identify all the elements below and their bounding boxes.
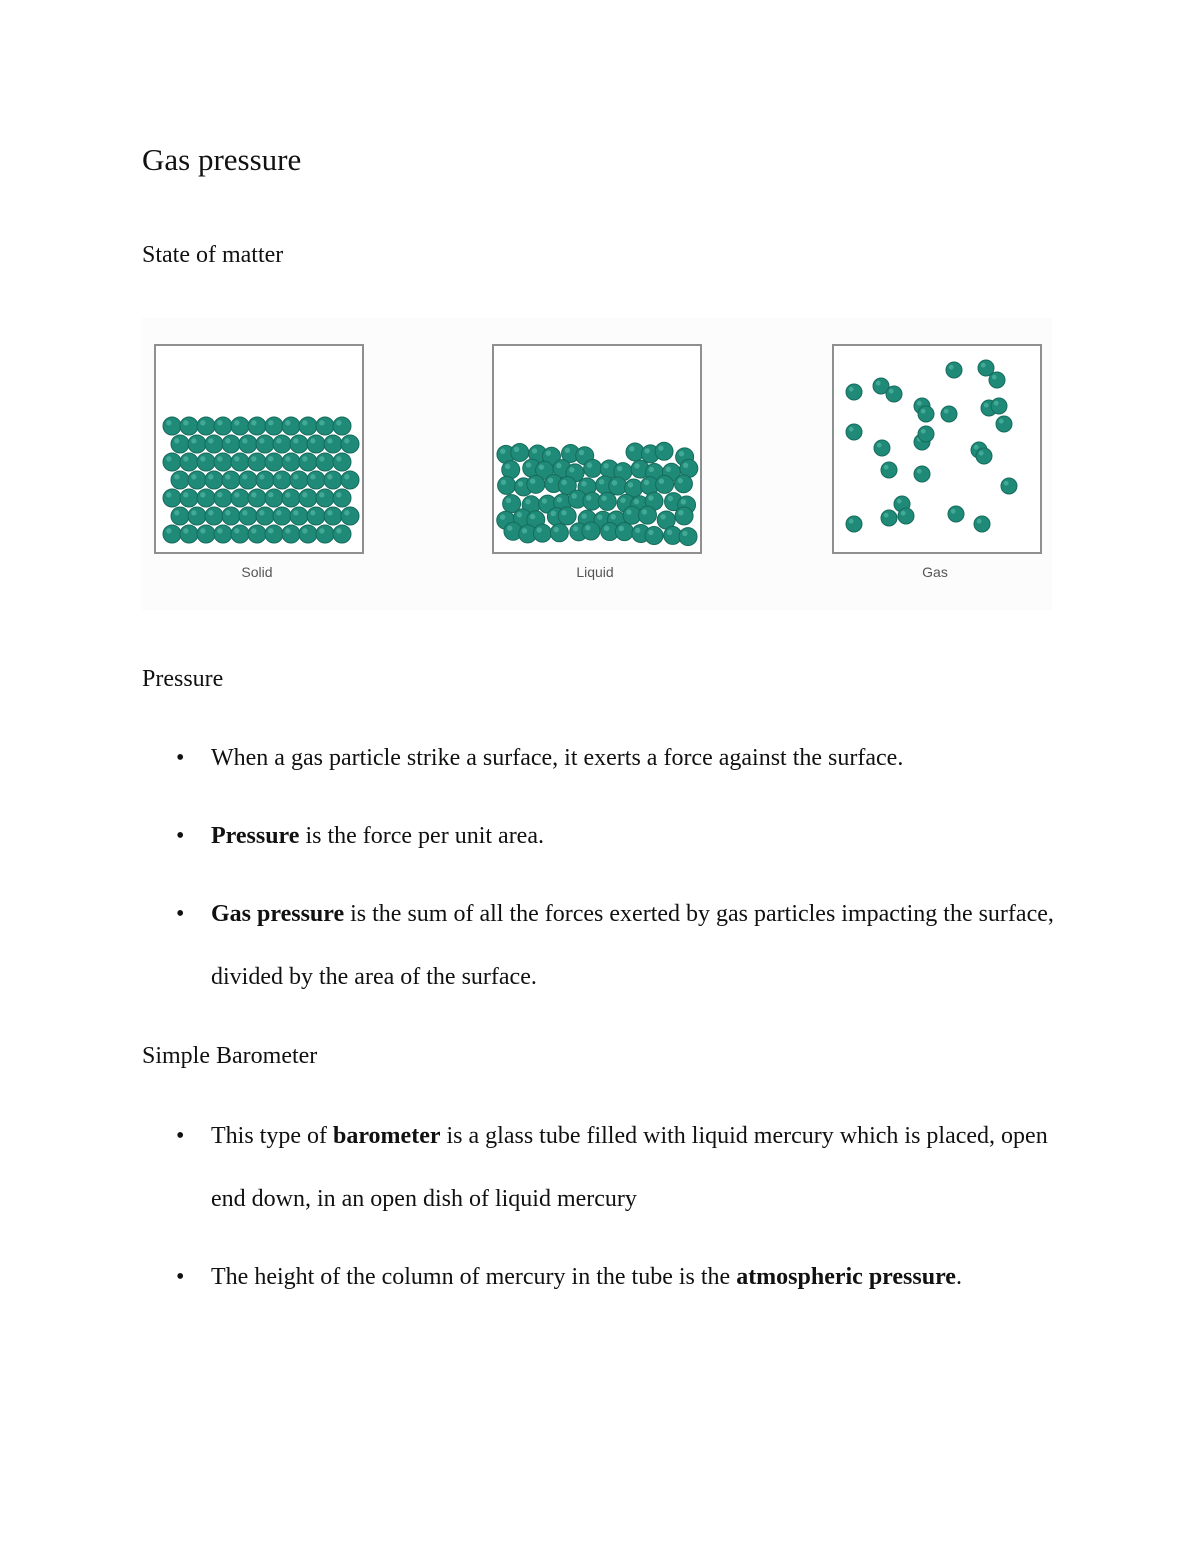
gas-particle — [881, 510, 897, 526]
solid-particle — [282, 525, 300, 543]
solid-particle — [180, 489, 198, 507]
gas-particle — [898, 508, 914, 524]
states-of-matter-figure — [142, 318, 1052, 610]
liquid-particle — [638, 506, 656, 524]
solid-particle — [265, 417, 283, 435]
liquid-particle — [502, 461, 520, 479]
liquid-particle — [655, 442, 673, 460]
solid-particle — [222, 471, 240, 489]
solid-particle — [333, 417, 351, 435]
heading-pressure: Pressure — [142, 666, 224, 692]
barometer-item — [0, 1105, 1200, 1231]
caption-gas: Gas — [922, 564, 948, 580]
solid-particle — [299, 525, 317, 543]
solid-particle — [163, 417, 181, 435]
liquid-particle — [511, 443, 529, 461]
caption-solid: Solid — [241, 564, 273, 580]
solid-particle — [282, 417, 300, 435]
gas-particle — [918, 406, 934, 422]
gas-particle — [846, 516, 862, 532]
liquid-particle — [615, 523, 633, 541]
gas-particle — [976, 448, 992, 464]
solid-particle — [222, 435, 240, 453]
solid-particle — [324, 507, 342, 525]
solid-particle — [273, 507, 291, 525]
solid-particle — [265, 489, 283, 507]
solid-particle — [239, 507, 257, 525]
solid-particle — [197, 417, 215, 435]
gas-particle — [846, 424, 862, 440]
solid-particle — [205, 507, 223, 525]
solid-particle — [188, 507, 206, 525]
gas-particle — [886, 386, 902, 402]
solid-particle — [197, 525, 215, 543]
heading-state-of-matter: State of matter — [142, 242, 284, 268]
solid-particle — [214, 525, 232, 543]
solid-particle — [316, 489, 334, 507]
solid-particle — [290, 471, 308, 489]
solid-particle — [231, 525, 249, 543]
liquid-particle — [656, 475, 674, 493]
solid-box — [154, 344, 364, 554]
solid-particle — [282, 489, 300, 507]
bullet-icon: • — [176, 1264, 185, 1290]
solid-particle — [180, 453, 198, 471]
solid-particle — [273, 471, 291, 489]
gas-particle — [974, 516, 990, 532]
gas-particle — [914, 466, 930, 482]
bold-term: Gas pressure — [211, 901, 345, 927]
solid-particle — [316, 525, 334, 543]
solid-particle — [214, 489, 232, 507]
solid-particle — [307, 507, 325, 525]
solid-particle — [222, 507, 240, 525]
page-title: Gas pressure — [142, 142, 302, 177]
solid-particle — [299, 417, 317, 435]
solid-particle — [333, 453, 351, 471]
solid-particle — [341, 435, 359, 453]
bold-term: barometer — [332, 1123, 441, 1149]
liquid-particle — [609, 477, 627, 495]
solid-particle — [273, 435, 291, 453]
solid-particle — [248, 417, 266, 435]
gas-particle — [996, 416, 1012, 432]
text-run: This type of — [211, 1123, 333, 1149]
gas-particle — [941, 406, 957, 422]
bullet-icon: • — [176, 1123, 185, 1149]
solid-particle — [188, 471, 206, 489]
gas-particle — [881, 462, 897, 478]
liquid-particle — [598, 492, 616, 510]
gas-particle — [989, 372, 1005, 388]
caption-liquid: Liquid — [576, 564, 614, 580]
solid-particle — [239, 435, 257, 453]
bold-term: Pressure — [211, 823, 300, 849]
solid-particle — [205, 471, 223, 489]
gas-particles — [834, 346, 1040, 552]
solid-particle — [307, 471, 325, 489]
solid-particle — [324, 435, 342, 453]
liquid-particle — [558, 507, 576, 525]
gas-particle — [946, 362, 962, 378]
liquid-particle — [679, 528, 697, 546]
bullet-icon: • — [176, 901, 185, 927]
solid-particle — [180, 417, 198, 435]
liquid-particle — [584, 459, 602, 477]
gas-particle — [948, 506, 964, 522]
liquid-particle — [527, 475, 545, 493]
gas-particle — [918, 426, 934, 442]
liquid-particle — [498, 476, 516, 494]
liquid-particle — [533, 524, 551, 542]
liquid-particles — [494, 346, 700, 552]
barometer-list — [0, 1105, 1200, 1309]
barometer-item — [0, 1246, 1200, 1309]
solid-particle — [171, 507, 189, 525]
solid-particle — [299, 489, 317, 507]
solid-particle — [282, 453, 300, 471]
solid-particle — [171, 471, 189, 489]
gas-particle — [874, 440, 890, 456]
solid-particle — [248, 525, 266, 543]
solid-particle — [205, 435, 223, 453]
pressure-item — [0, 727, 1200, 790]
gas-particle — [1001, 478, 1017, 494]
text-run: . — [955, 1264, 962, 1290]
solid-particle — [171, 435, 189, 453]
bold-term: atmospheric pressure — [736, 1264, 956, 1290]
solid-particle — [290, 435, 308, 453]
pressure-list — [0, 727, 1200, 1009]
solid-particle — [307, 435, 325, 453]
text-run: is the sum of all the forces exerted by gas particles impacting the surface, divided by the area of the surface. — [211, 901, 1054, 990]
heading-simple-barometer: Simple Barometer — [142, 1043, 318, 1069]
solid-particle — [341, 507, 359, 525]
bullet-icon: • — [176, 745, 185, 771]
solid-particle — [256, 435, 274, 453]
solid-particles — [156, 346, 362, 552]
solid-particle — [299, 453, 317, 471]
solid-particle — [180, 525, 198, 543]
solid-particle — [214, 417, 232, 435]
solid-particle — [197, 453, 215, 471]
solid-particle — [248, 453, 266, 471]
liquid-particle — [550, 524, 568, 542]
solid-particle — [333, 525, 351, 543]
pressure-item — [0, 805, 1200, 868]
solid-particle — [324, 471, 342, 489]
solid-particle — [231, 489, 249, 507]
solid-particle — [231, 453, 249, 471]
solid-particle — [341, 471, 359, 489]
solid-particle — [239, 471, 257, 489]
solid-particle — [290, 507, 308, 525]
solid-particle — [256, 507, 274, 525]
solid-particle — [265, 453, 283, 471]
text-run: is the force per unit area. — [299, 823, 544, 849]
liquid-particle — [674, 475, 692, 493]
gas-particle — [991, 398, 1007, 414]
bullet-icon: • — [176, 823, 185, 849]
solid-particle — [316, 453, 334, 471]
solid-particle — [163, 489, 181, 507]
solid-particle — [256, 471, 274, 489]
liquid-box — [492, 344, 702, 554]
text-run: The height of the column of mercury in the tube is the — [211, 1264, 737, 1290]
solid-particle — [265, 525, 283, 543]
pressure-item — [0, 883, 1200, 1009]
liquid-particle — [675, 507, 693, 525]
solid-particle — [248, 489, 266, 507]
solid-particle — [163, 525, 181, 543]
liquid-particle — [582, 522, 600, 540]
text-run: is a glass tube filled with liquid mercury which is placed, open end down, in an open dish of liquid mercury — [211, 1123, 1048, 1212]
liquid-particle — [645, 527, 663, 545]
text-run: When a gas particle strike a surface, it exerts a force against the surface. — [211, 745, 904, 771]
solid-particle — [316, 417, 334, 435]
solid-particle — [333, 489, 351, 507]
gas-box — [832, 344, 1042, 554]
solid-particle — [163, 453, 181, 471]
solid-particle — [214, 453, 232, 471]
solid-particle — [197, 489, 215, 507]
gas-particle — [846, 384, 862, 400]
solid-particle — [231, 417, 249, 435]
solid-particle — [188, 435, 206, 453]
